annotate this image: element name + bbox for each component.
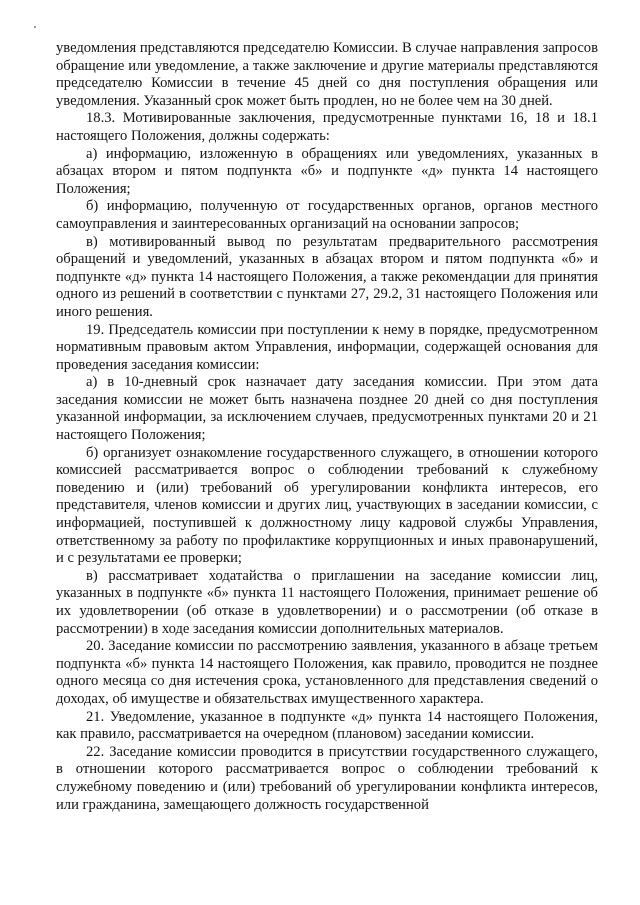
paragraph-18-3: 18.3. Мотивированные заключения, предусмотренные пунктами 16, 18 и 18.1 настоящего Положения, должны содержать: bbox=[56, 110, 598, 144]
paragraph-20: 20. Заседание комиссии по рассмотрению заявления, указанного в абзаце третьем подпункта «б» пункта 14 настоящего Положения, как правило, проводится не позднее одного месяца со дня истечения срока, установленного для представления сведений о доходах, об имуществе и обязательствах имущественного характера. bbox=[56, 638, 598, 707]
paragraph-18-3-b: б) информацию, полученную от государственных органов, органов местного самоуправления и заинтересованных организаций на основании запросов; bbox=[56, 198, 598, 232]
paragraph-19: 19. Председатель комиссии при поступлении к нему в порядке, предусмотренном нормативным правовым актом Управления, информации, содержащей основания для проведения заседания комиссии: bbox=[56, 321, 598, 373]
paragraph-22: 22. Заседание комиссии проводится в присутствии государственного служащего, в отношении которого рассматривается вопрос о соблюдении требований к служебному поведению и (или) требований об урегулировании конфликта интересов, или гражданина, замещающего должность государственной bbox=[56, 743, 598, 813]
paragraph-19-v: в) рассматривает ходатайства о приглашении на заседание комиссии лиц, указанных в подпункте «б» пункта 11 настоящего Положения, принимает решение об их удовлетворении (об отказе в удовлетворении) и о рассмотрении (об отказе в рассмотрении) в ходе заседания комиссии дополнительных материалов. bbox=[56, 567, 598, 637]
scan-speck bbox=[34, 26, 36, 28]
paragraph-21: 21. Уведомление, указанное в подпункте «д» пункта 14 настоящего Положения, как правило, рассматривается на очередном (плановом) заседании комиссии. bbox=[56, 708, 598, 743]
document-page bbox=[56, 40, 598, 814]
paragraph-19-a: а) в 10-дневный срок назначает дату заседания комиссии. При этом дата заседания комиссии не может быть назначена позднее 20 дней со дня поступления указанной информации, за исключением случаев, предусмотренных пунктами 20 и 21 настоящего Положения; bbox=[56, 374, 598, 444]
paragraph-19-b: б) организует ознакомление государственного служащего, в отношении которого комиссией рассматривается вопрос о соблюдении требований к служебному поведению и (или) требований об урегулировании конфликта интересов, его представителя, членов комиссии и других лиц, участвующих в заседании комиссии, с информацией, поступившей к должностному лицу кадровой службы Управления, ответственному за работу по профилактике коррупционных и иных правонарушений, и с результатами ее проверки; bbox=[56, 444, 598, 567]
paragraph-continuation: уведомления представляются председателю Комиссии. В случае направления запросов обращение или уведомление, а также заключение и другие материалы представляются председателю Комиссии в течение 45 дней со дня поступления обращения или уведомления. Указанный срок может быть продлен, но не более чем на 30 дней. bbox=[56, 40, 598, 109]
paragraph-18-3-v: в) мотивированный вывод по результатам предварительного рассмотрения обращений и уведомлений, указанных в абзацах втором и пятом подпункта «б» и подпункте «д» пункта 14 настоящего Положения, а также рекомендации для принятия одного из решений в соответствии с пунктами 27, 29.2, 31 настоящего Положения или иного решения. bbox=[56, 233, 598, 320]
paragraph-18-3-a: а) информацию, изложенную в обращениях или уведомлениях, указанных в абзацах втором и пятом подпункта «б» и подпункте «д» пункта 14 настоящего Положения; bbox=[56, 145, 598, 197]
